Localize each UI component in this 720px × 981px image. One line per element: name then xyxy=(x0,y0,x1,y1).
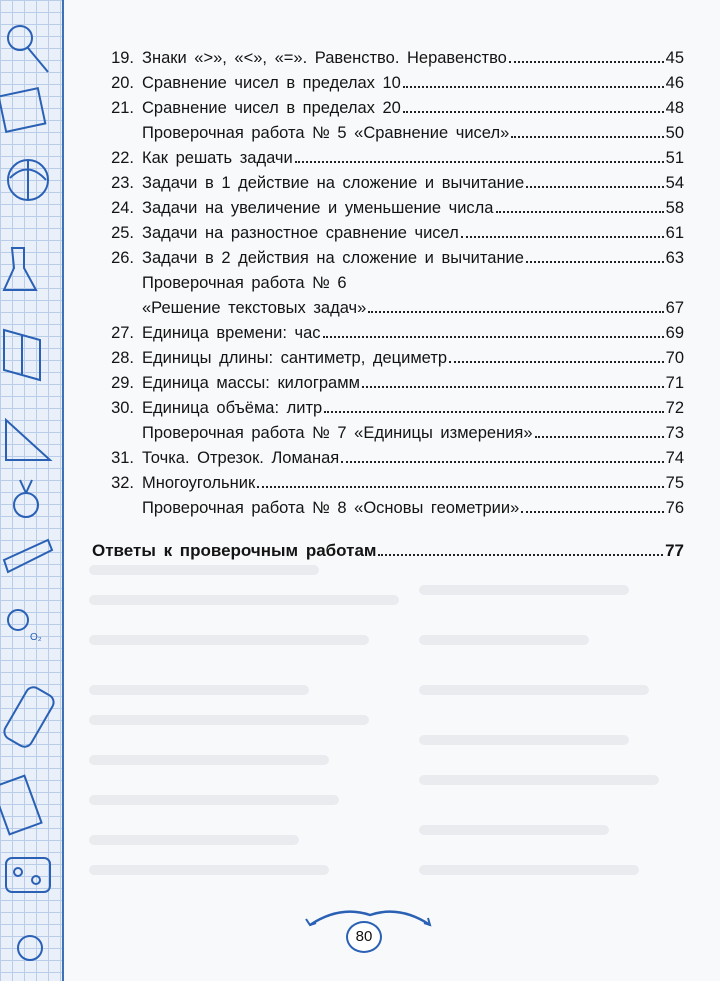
entry-page: 75 xyxy=(665,474,684,492)
entry-page: 61 xyxy=(665,224,684,242)
dot-leader xyxy=(511,136,663,138)
entry-title: Единица объёма: литр xyxy=(142,399,323,417)
entry-page: 63 xyxy=(665,249,684,267)
entry-number: 28. xyxy=(111,349,134,367)
entry-page: 58 xyxy=(665,199,684,217)
toc-entry-test-5 xyxy=(88,122,684,144)
entry-title: Как решать задачи xyxy=(142,149,293,167)
toc-entry-32 xyxy=(88,472,684,494)
toc-entry-31 xyxy=(88,447,684,469)
toc-entry-test-6-heading xyxy=(88,272,684,294)
dot-leader xyxy=(341,461,663,463)
dot-leader xyxy=(526,186,663,188)
dot-leader xyxy=(257,486,663,488)
entry-number: 26. xyxy=(111,249,134,267)
dot-leader xyxy=(403,86,664,88)
entry-title: Знаки «>», «<», «=». Равенство. Неравенство xyxy=(142,49,507,67)
entry-number: 27. xyxy=(111,324,134,342)
entry-page: 69 xyxy=(665,324,684,342)
entry-page: 73 xyxy=(665,424,684,442)
entry-number: 30. xyxy=(111,399,134,417)
entry-title: Задачи на разностное сравнение чисел xyxy=(142,224,459,242)
entry-page: 70 xyxy=(665,349,684,367)
entry-title: Проверочная работа № 7 «Единицы измерения» xyxy=(142,424,533,442)
entry-title: Задачи на увеличение и уменьшение числа xyxy=(142,199,494,217)
svg-text:O₂: O₂ xyxy=(30,632,42,643)
dot-leader xyxy=(496,211,664,213)
dot-leader xyxy=(324,411,663,413)
entry-title: Единица массы: килограмм xyxy=(142,374,360,392)
toc-entry-28 xyxy=(88,347,684,369)
entry-page: 74 xyxy=(665,449,684,467)
dot-leader xyxy=(403,111,664,113)
toc-entry-27 xyxy=(88,322,684,344)
entry-page: 45 xyxy=(665,49,684,67)
entry-number: 24. xyxy=(111,199,134,217)
entry-number: 20. xyxy=(111,74,134,92)
entry-title: Сравнение чисел в пределах 20 xyxy=(142,99,401,117)
toc-entry-21 xyxy=(88,97,684,119)
entry-title: Задачи в 1 действие на сложение и вычитание xyxy=(142,174,525,192)
entry-title: Сравнение чисел в пределах 10 xyxy=(142,74,401,92)
toc-entry-test-7 xyxy=(88,422,684,444)
dot-leader xyxy=(295,161,664,163)
entry-title: Многоугольник xyxy=(142,474,256,492)
entry-title: Единица времени: час xyxy=(142,324,321,342)
entry-page: 67 xyxy=(665,299,684,317)
entry-page: 51 xyxy=(665,149,684,167)
dot-leader xyxy=(535,436,664,438)
toc-entry-23 xyxy=(88,172,684,194)
entry-title: Проверочная работа № 6 xyxy=(142,274,347,292)
toc-entry-answers xyxy=(92,540,684,562)
entry-page: 76 xyxy=(665,499,684,517)
entry-page: 71 xyxy=(665,374,684,392)
entry-title: Точка. Отрезок. Ломаная xyxy=(142,449,340,467)
entry-number: 25. xyxy=(111,224,134,242)
entry-page: 72 xyxy=(665,399,684,417)
entry-title: Ответы к проверочным работам xyxy=(92,541,377,560)
entry-title: Задачи в 2 действия на сложение и вычитание xyxy=(142,249,524,267)
page-number: 80 xyxy=(346,921,382,953)
entry-number: 23. xyxy=(111,174,134,192)
entry-title: Проверочная работа № 5 «Сравнение чисел» xyxy=(142,124,510,142)
dot-leader xyxy=(368,311,663,313)
toc-entry-test-8 xyxy=(88,497,684,519)
entry-page: 54 xyxy=(665,174,684,192)
entry-page: 77 xyxy=(665,541,684,560)
toc-entry-test-6 xyxy=(88,297,684,319)
entry-number: 31. xyxy=(111,449,134,467)
entry-title: Единицы длины: сантиметр, дециметр xyxy=(142,349,448,367)
entry-number: 19. xyxy=(111,49,134,67)
toc-entry-19 xyxy=(88,47,684,69)
dot-leader xyxy=(526,261,664,263)
toc-entry-24 xyxy=(88,197,684,219)
toc-entry-25 xyxy=(88,222,684,244)
dot-leader xyxy=(521,511,663,513)
dot-leader xyxy=(378,554,663,556)
entry-number: 21. xyxy=(111,99,134,117)
entry-number: 32. xyxy=(111,474,134,492)
entry-number: 22. xyxy=(111,149,134,167)
toc-entry-22 xyxy=(88,147,684,169)
page-footer xyxy=(300,905,440,960)
dot-leader xyxy=(509,61,664,63)
entry-page: 48 xyxy=(665,99,684,117)
toc-entry-30 xyxy=(88,397,684,419)
toc-entry-29 xyxy=(88,372,684,394)
dot-leader xyxy=(362,386,664,388)
entry-number: 29. xyxy=(111,374,134,392)
entry-page: 46 xyxy=(665,74,684,92)
dot-leader xyxy=(449,361,664,363)
entry-title: «Решение текстовых задач» xyxy=(142,299,367,317)
entry-title: Проверочная работа № 8 «Основы геометрии» xyxy=(142,499,520,517)
dot-leader xyxy=(461,236,664,238)
toc-entry-26 xyxy=(88,247,684,269)
entry-page: 50 xyxy=(665,124,684,142)
toc-entry-20 xyxy=(88,72,684,94)
dot-leader xyxy=(323,336,664,338)
